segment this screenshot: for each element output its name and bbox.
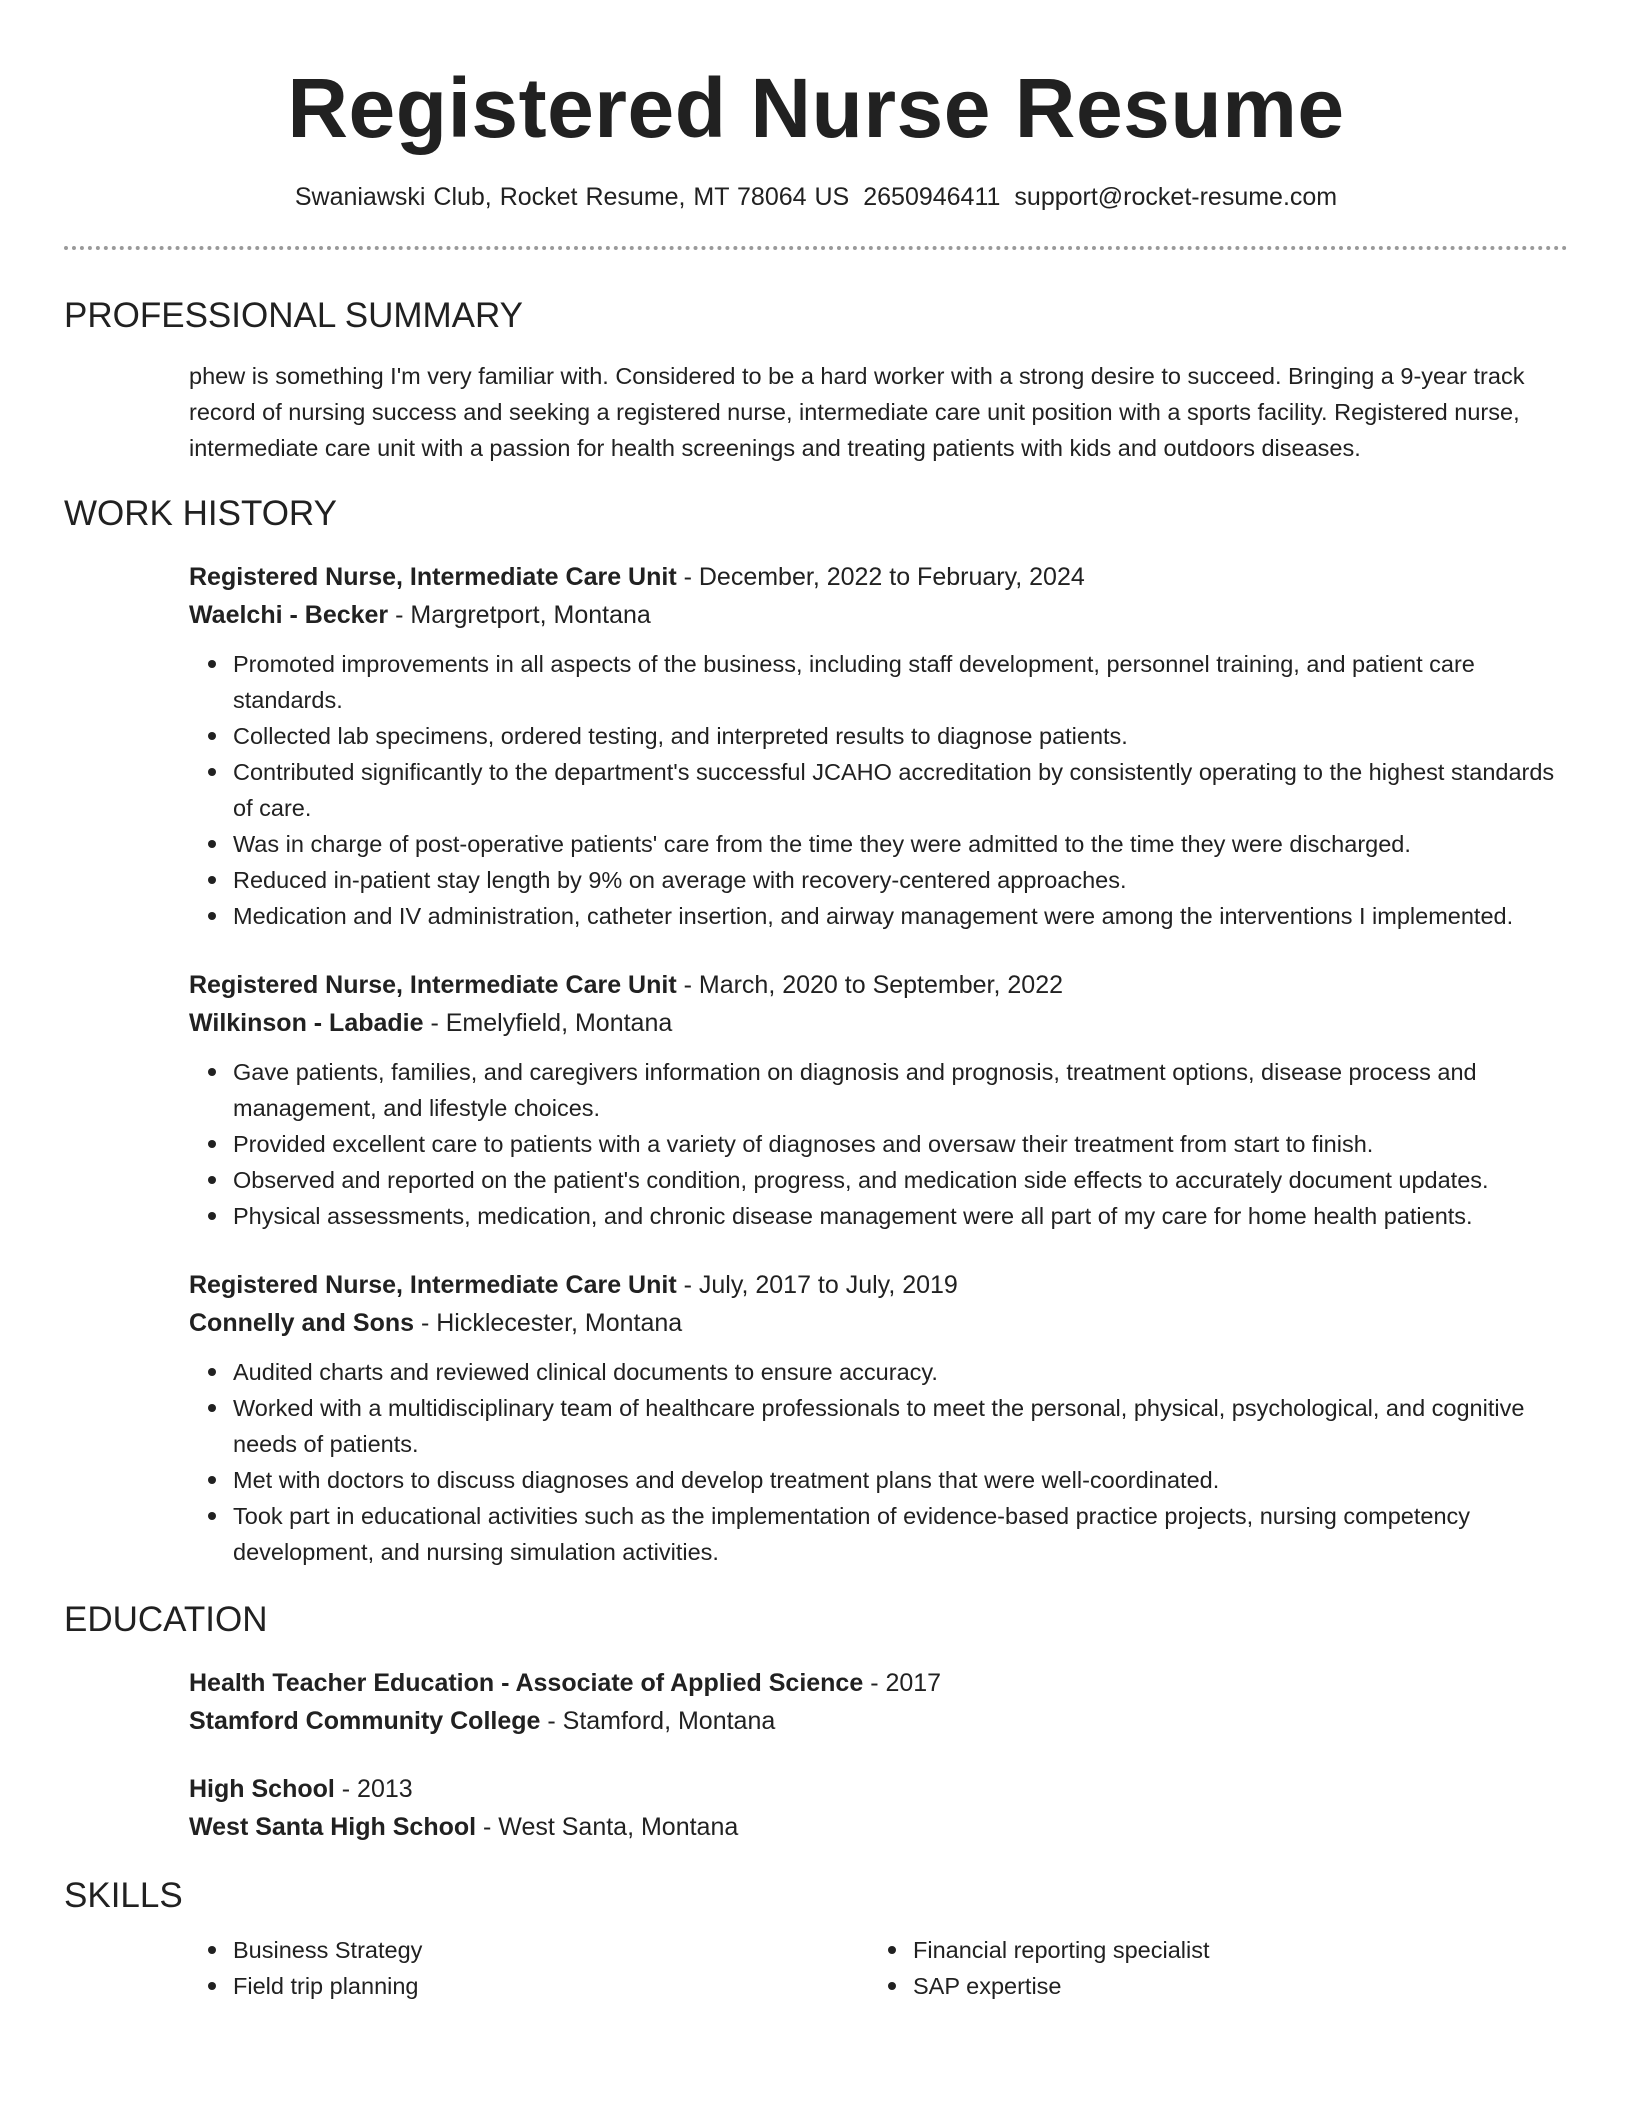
education-heading: EDUCATION bbox=[64, 1600, 268, 1639]
education-location: - West Santa, Montana bbox=[476, 1813, 739, 1841]
summary-heading: PROFESSIONAL SUMMARY bbox=[64, 296, 523, 335]
list-item: Collected lab specimens, ordered testing, and interpreted results to diagnose patients. bbox=[233, 718, 1568, 754]
job-title-line bbox=[189, 558, 1568, 596]
list-item: Observed and reported on the patient's condition, progress, and medication side effects to accurately document updates. bbox=[233, 1162, 1568, 1198]
job-position: Registered Nurse, Intermediate Care Unit bbox=[189, 971, 677, 999]
list-item: Physical assessments, medication, and chronic disease management were all part of my care for home health patients. bbox=[233, 1198, 1568, 1234]
education-entry bbox=[189, 1664, 1568, 1740]
list-item: Met with doctors to discuss diagnoses and develop treatment plans that were well-coordinated. bbox=[233, 1462, 1568, 1498]
job-location: - Hicklecester, Montana bbox=[414, 1309, 683, 1337]
education-entry bbox=[189, 1770, 1568, 1846]
contact-address: Swaniawski Club, Rocket Resume, MT 78064 US bbox=[294, 183, 850, 211]
work-history-heading: WORK HISTORY bbox=[64, 494, 337, 533]
contact-phone: 2650946411 bbox=[863, 183, 1001, 211]
job-position: Registered Nurse, Intermediate Care Unit bbox=[189, 563, 677, 591]
list-item: Promoted improvements in all aspects of the business, including staff development, personnel training, and patient care standards. bbox=[233, 646, 1568, 718]
list-item: Audited charts and reviewed clinical documents to ensure accuracy. bbox=[233, 1354, 1568, 1390]
education-year: - 2013 bbox=[334, 1775, 413, 1803]
school-line bbox=[189, 1808, 1568, 1846]
job-dates: - July, 2017 to July, 2019 bbox=[676, 1271, 958, 1299]
job-entry bbox=[189, 558, 1568, 934]
job-location: - Margretport, Montana bbox=[388, 601, 651, 629]
list-item: Took part in educational activities such as the implementation of evidence-based practice projects, nursing competency development, and nursing simulation activities. bbox=[233, 1498, 1568, 1570]
job-bullets bbox=[189, 646, 1568, 934]
job-company: Wilkinson - Labadie bbox=[189, 1009, 424, 1037]
list-item: Field trip planning bbox=[233, 1968, 869, 2004]
list-item: Financial reporting specialist bbox=[913, 1932, 1549, 1968]
summary-text: phew is something I'm very familiar with. Considered to be a hard worker with a strong desire to succeed. Bringing a 9-year track record of nursing success and seeking a registered nurse, intermediate care unit position with a sports facility. Registered nurse, intermediate care unit with a passion for health screenings and treating patients with kids and outdoors diseases. bbox=[189, 363, 1525, 461]
list-item: Contributed significantly to the department's successful JCAHO accreditation by consistently operating to the highest standards of care. bbox=[233, 754, 1568, 826]
list-item: Business Strategy bbox=[233, 1932, 869, 1968]
resume-title: Registered Nurse Resume bbox=[287, 61, 1345, 155]
job-title-line bbox=[189, 1266, 1568, 1304]
list-item: Medication and IV administration, catheter insertion, and airway management were among the interventions I implemented. bbox=[233, 898, 1568, 934]
job-position: Registered Nurse, Intermediate Care Unit bbox=[189, 1271, 677, 1299]
list-item: Was in charge of post-operative patients' care from the time they were admitted to the time they were discharged. bbox=[233, 826, 1568, 862]
work-history-section bbox=[64, 492, 1568, 1570]
education-section bbox=[64, 1598, 1568, 1846]
education-school: West Santa High School bbox=[189, 1813, 477, 1841]
job-bullets bbox=[189, 1354, 1568, 1570]
school-line bbox=[189, 1702, 1568, 1740]
education-location: - Stamford, Montana bbox=[540, 1707, 776, 1735]
list-item: SAP expertise bbox=[913, 1968, 1549, 2004]
contact-info bbox=[64, 180, 1568, 214]
company-line bbox=[189, 1004, 1568, 1042]
job-entry bbox=[189, 1266, 1568, 1570]
job-entry bbox=[189, 966, 1568, 1234]
job-location: - Emelyfield, Montana bbox=[423, 1009, 673, 1037]
header-divider bbox=[64, 246, 1568, 250]
education-year: - 2017 bbox=[863, 1669, 942, 1697]
list-item: Worked with a multidisciplinary team of healthcare professionals to meet the personal, physical, psychological, and cognitive needs of patients. bbox=[233, 1390, 1568, 1462]
degree-line bbox=[189, 1664, 1568, 1702]
summary-section bbox=[64, 294, 1568, 466]
company-line bbox=[189, 596, 1568, 634]
job-company: Waelchi - Becker bbox=[189, 601, 389, 629]
skills-list-left bbox=[189, 1932, 869, 2004]
education-degree: Health Teacher Education - Associate of Applied Science bbox=[189, 1669, 864, 1697]
job-dates: - December, 2022 to February, 2024 bbox=[676, 563, 1085, 591]
job-title-line bbox=[189, 966, 1568, 1004]
degree-line bbox=[189, 1770, 1568, 1808]
job-company: Connelly and Sons bbox=[189, 1309, 415, 1337]
resume-page bbox=[64, 0, 1568, 2004]
skills-section bbox=[64, 1874, 1568, 2004]
list-item: Reduced in-patient stay length by 9% on average with recovery-centered approaches. bbox=[233, 862, 1568, 898]
job-dates: - March, 2020 to September, 2022 bbox=[676, 971, 1063, 999]
education-school: Stamford Community College bbox=[189, 1707, 541, 1735]
list-item: Gave patients, families, and caregivers information on diagnosis and prognosis, treatment options, disease process and management, and lifestyle choices. bbox=[233, 1054, 1568, 1126]
skills-grid bbox=[189, 1932, 1568, 2004]
skills-heading: SKILLS bbox=[64, 1876, 183, 1915]
list-item: Provided excellent care to patients with a variety of diagnoses and oversaw their treatment from start to finish. bbox=[233, 1126, 1568, 1162]
skills-list-right bbox=[869, 1932, 1549, 2004]
company-line bbox=[189, 1304, 1568, 1342]
job-bullets bbox=[189, 1054, 1568, 1234]
education-degree: High School bbox=[189, 1775, 335, 1803]
contact-email: support@rocket-resume.com bbox=[1014, 183, 1338, 211]
